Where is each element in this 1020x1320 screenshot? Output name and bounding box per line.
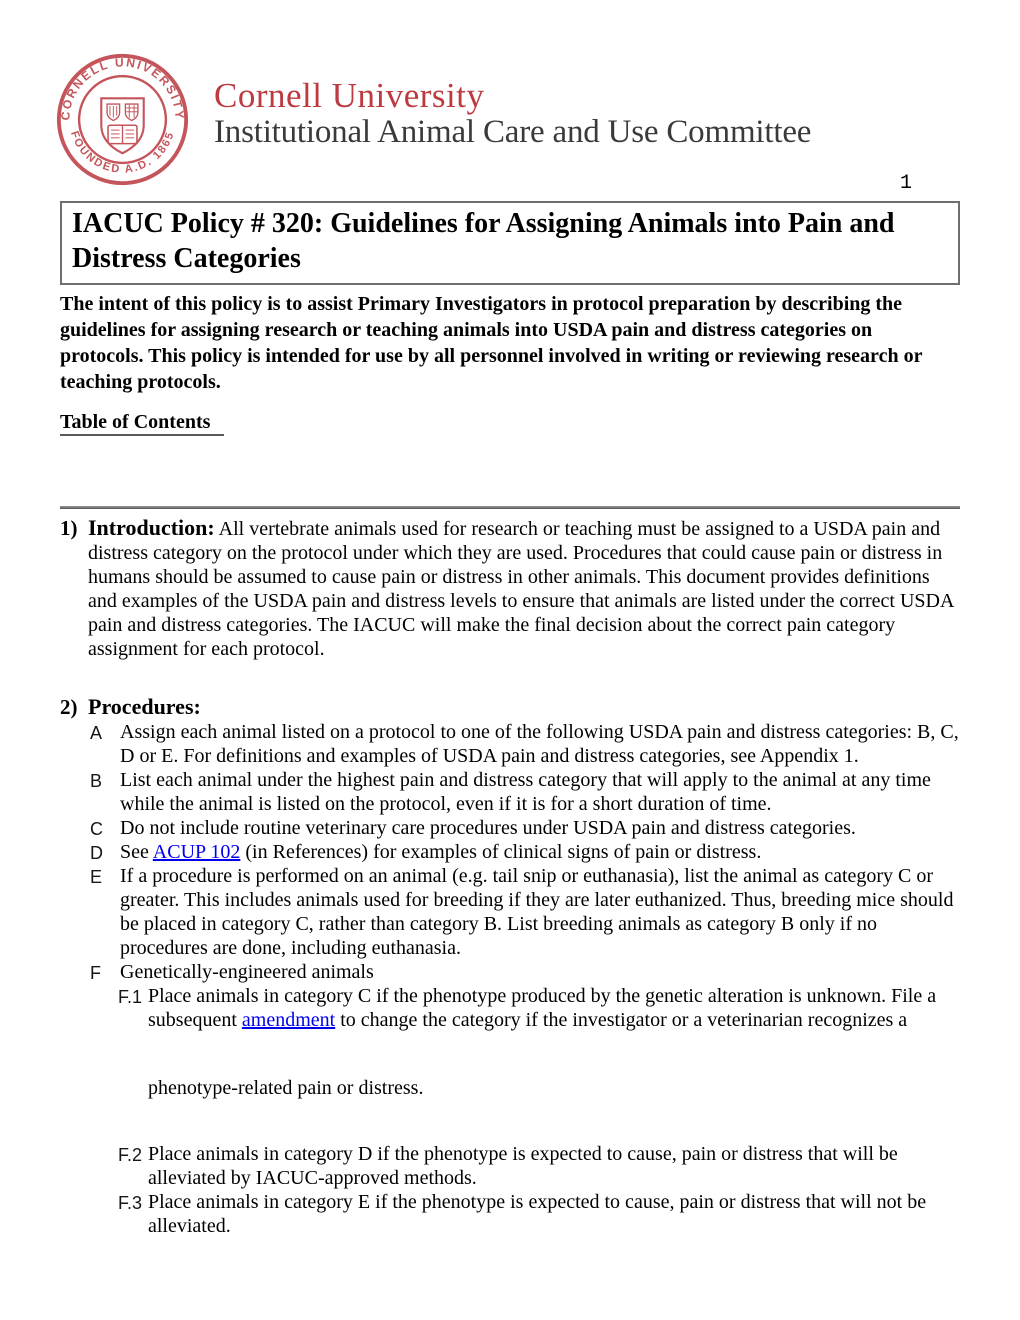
procedure-item-f1: [60, 984, 960, 1032]
item-marker: F.1: [118, 987, 143, 1007]
procedure-item-c: [60, 816, 960, 840]
item-marker: C: [90, 819, 103, 839]
procedure-item-e: [60, 864, 960, 960]
cornell-seal-icon: [55, 52, 190, 187]
procedure-item-a: [60, 720, 960, 768]
section-heading: Introduction:: [88, 515, 215, 540]
section-heading: Procedures:: [88, 694, 201, 719]
item-marker: F.2: [118, 1145, 143, 1165]
section-divider: [60, 506, 960, 509]
item-text: Genetically-engineered animals: [120, 961, 374, 983]
item-text: Assign each animal listed on a protocol to one of the following USDA pain and distress categories: B, C, D or E. For definitions and examples of USDA pain and distress categories, see Appendix 1.: [120, 721, 959, 767]
item-text: If a procedure is performed on an animal (e.g. tail snip or euthanasia), list the animal as category C or greater. This includes animals used for breeding if they are later euthanized. Thus, breeding mice should be placed in category C, rather than category B. List breeding animals as category B only if no procedures are done, including euthanasia.: [120, 865, 954, 959]
item-marker: D: [90, 843, 103, 863]
section-number: 2): [60, 695, 78, 719]
procedure-item-f3: [60, 1190, 960, 1238]
intro-paragraph: The intent of this policy is to assist Primary Investigators in protocol preparation by describing the guidelines for assigning research or teaching animals into USDA pain and distress categories on protocols. This policy is intended for use by all personnel involved in writing or reviewing research or teaching protocols.: [60, 293, 923, 393]
policy-title: IACUC Policy # 320: Guidelines for Assigning Animals into Pain and Distress Categories: [72, 208, 895, 274]
item-text: to change the category if the investigator or a veterinarian recognizes a: [335, 1009, 908, 1031]
procedure-item-f1-continuation: [60, 1076, 960, 1100]
procedure-item-d: [60, 840, 960, 864]
item-text: Place animals in category C if the phenotype produced by the genetic alteration is unknown. File a subsequent: [148, 985, 937, 1031]
section-procedures: [60, 695, 960, 720]
item-text: (in References) for examples of clinical signs of pain or distress.: [240, 841, 762, 863]
committee-name: Institutional Animal Care and Use Committee: [214, 114, 812, 150]
seal-top-text: CORNELL UNIVERSITY: [58, 55, 187, 121]
amendment-link[interactable]: amendment: [241, 1009, 336, 1031]
seal-bottom-text: FOUNDED A.D. 1865: [68, 129, 177, 176]
wordmark-block: [214, 78, 811, 150]
item-text: Place animals in category E if the phenotype is expected to cause, pain or distress that will not be alleviated.: [148, 1191, 927, 1237]
toc-heading: Table of Contents: [60, 411, 224, 436]
section-number: 1): [60, 516, 78, 540]
document-content: [60, 201, 960, 1238]
item-text: phenotype-related pain or distress.: [148, 1077, 424, 1099]
item-text: List each animal under the highest pain and distress category that will apply to the animal at any time while the animal is listed on the protocol, even if it is for a short duration of time.: [120, 769, 931, 815]
document-header: [0, 0, 1020, 187]
item-marker: A: [90, 723, 103, 743]
item-marker: B: [90, 771, 103, 791]
item-marker: E: [90, 867, 103, 887]
toc-empty-space: [60, 436, 960, 506]
procedure-item-b: [60, 768, 960, 816]
item-text: Place animals in category D if the phenotype is expected to cause, pain or distress that will be alleviated by IACUC-approved methods.: [148, 1143, 898, 1189]
university-wordmark: Cornell University: [214, 76, 485, 115]
acup-102-link[interactable]: ACUP 102: [152, 841, 241, 863]
item-text: Do not include routine veterinary care procedures under USDA pain and distress categories.: [120, 817, 856, 839]
item-marker: F: [90, 963, 101, 983]
policy-title-box: [60, 201, 960, 285]
item-marker: F.3: [118, 1193, 143, 1213]
svg-text:CORNELL UNIVERSITY: [58, 55, 186, 121]
procedure-item-f2: [60, 1142, 960, 1190]
item-text: See: [120, 841, 153, 863]
section-text: All vertebrate animals used for research or teaching must be assigned to a USDA pain and distress category on the protocol under which they are used. Procedures that could cause pain or distress in humans should be assumed to cause pain or distress in other animals. This document provides definitions and examples of the USDA pain and distress levels to ensure that animals are listed under the correct USDA pain and distress categories. The IACUC will make the final decision about the correct pain category assignment for each protocol.: [88, 518, 954, 660]
section-introduction: [60, 516, 960, 661]
page-number: 1: [899, 172, 912, 195]
procedure-item-f: [60, 960, 960, 984]
